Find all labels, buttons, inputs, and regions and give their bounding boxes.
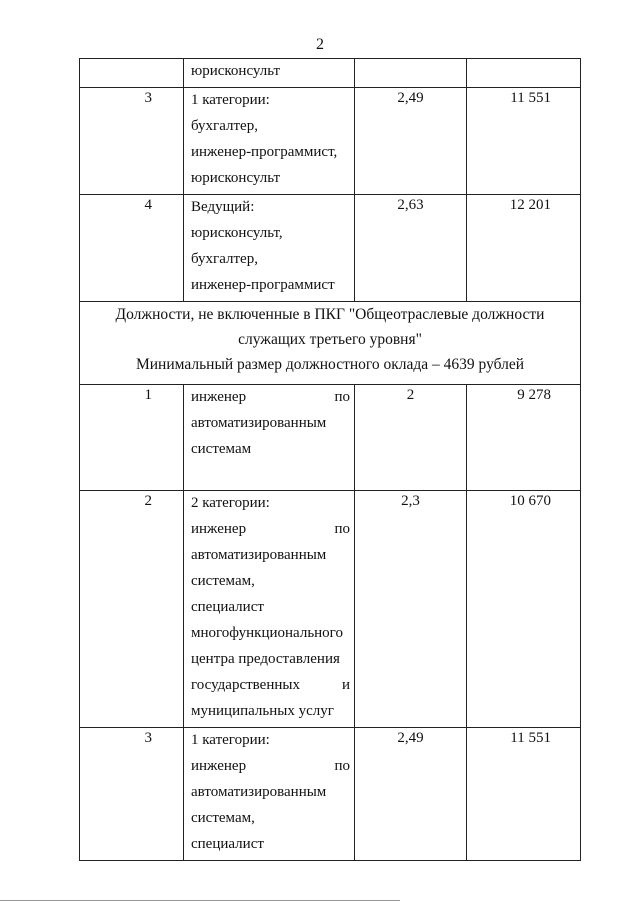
- position-word: по: [334, 521, 350, 537]
- position-line: 2 категории:: [191, 495, 270, 511]
- scan-edge-line: [0, 900, 400, 901]
- position-line: автоматизированным: [191, 415, 327, 431]
- position-line: [191, 519, 350, 545]
- table-row: [80, 88, 581, 195]
- position-line: [191, 675, 350, 701]
- position-line: многофункционального: [191, 625, 343, 641]
- table-body-top: [80, 59, 581, 302]
- position-line: специалист: [191, 599, 264, 615]
- position-word: по: [334, 389, 350, 405]
- position-line: юрисконсульт,: [191, 225, 283, 241]
- salary-table: [79, 58, 581, 861]
- position-cell: [184, 195, 355, 302]
- salary-cell: 9 278: [467, 385, 581, 491]
- position-word: инженер: [191, 758, 247, 774]
- table-body-bottom: [80, 385, 581, 861]
- coefficient-cell: 2,63: [355, 195, 467, 302]
- coefficient-cell: [355, 59, 467, 88]
- section-header-cell: [80, 302, 581, 385]
- salary-cell: 10 670: [467, 491, 581, 728]
- position-line: системам: [191, 441, 252, 457]
- position-line: юрисконсульт: [191, 63, 281, 79]
- position-word: по: [334, 758, 350, 774]
- coefficient-cell: 2,49: [355, 88, 467, 195]
- row-number-cell: 4: [80, 195, 184, 302]
- position-line: инженер-программист,: [191, 144, 338, 160]
- position-cell: [184, 385, 355, 491]
- position-line: системам,: [191, 810, 255, 826]
- table-row: [80, 195, 581, 302]
- position-word: инженер: [191, 389, 247, 405]
- position-line: автоматизированным: [191, 784, 327, 800]
- section-title-line-2: служащих третьего уровня": [238, 331, 422, 348]
- salary-cell: 11 551: [467, 88, 581, 195]
- row-number-cell: 2: [80, 491, 184, 728]
- section-title-line-1: Должности, не включенные в ПКГ "Общеотраслевые должности: [115, 306, 545, 323]
- coefficient-cell: 2: [355, 385, 467, 491]
- position-word: и: [341, 677, 350, 693]
- position-line: специалист: [191, 836, 264, 852]
- position-line: инженер-программист: [191, 277, 335, 293]
- row-number-cell: 3: [80, 88, 184, 195]
- table-row: [80, 385, 581, 491]
- position-cell: [184, 59, 355, 88]
- table-row: [80, 491, 581, 728]
- position-line: [191, 387, 350, 413]
- position-line: 1 категории:: [191, 92, 270, 108]
- salary-cell: [467, 59, 581, 88]
- coefficient-cell: 2,49: [355, 728, 467, 861]
- position-line: бухгалтер,: [191, 118, 258, 134]
- position-line: юрисконсульт: [191, 170, 281, 186]
- position-line: автоматизированным: [191, 547, 327, 563]
- table-row: [80, 59, 581, 88]
- position-cell: [184, 728, 355, 861]
- coefficient-cell: 2,3: [355, 491, 467, 728]
- position-line: центра предоставления: [191, 651, 340, 667]
- position-line: бухгалтер,: [191, 251, 258, 267]
- row-number-cell: [80, 59, 184, 88]
- salary-cell: 12 201: [467, 195, 581, 302]
- page-number: 2: [316, 36, 324, 53]
- position-line: Ведущий:: [191, 199, 255, 215]
- table-row: [80, 728, 581, 861]
- table-body-section: [80, 302, 581, 385]
- position-cell: [184, 88, 355, 195]
- position-line: [191, 756, 350, 782]
- salary-cell: 11 551: [467, 728, 581, 861]
- position-word: инженер: [191, 521, 247, 537]
- row-number-cell: 3: [80, 728, 184, 861]
- position-line: системам,: [191, 573, 255, 589]
- position-line: 1 категории:: [191, 732, 270, 748]
- section-min-salary-line: Минимальный размер должностного оклада – 4639 рублей: [135, 356, 525, 373]
- row-number-cell: 1: [80, 385, 184, 491]
- position-line: муниципальных услуг: [191, 703, 334, 719]
- position-word: государственных: [191, 677, 300, 693]
- section-header-row: [80, 302, 581, 385]
- position-cell: [184, 491, 355, 728]
